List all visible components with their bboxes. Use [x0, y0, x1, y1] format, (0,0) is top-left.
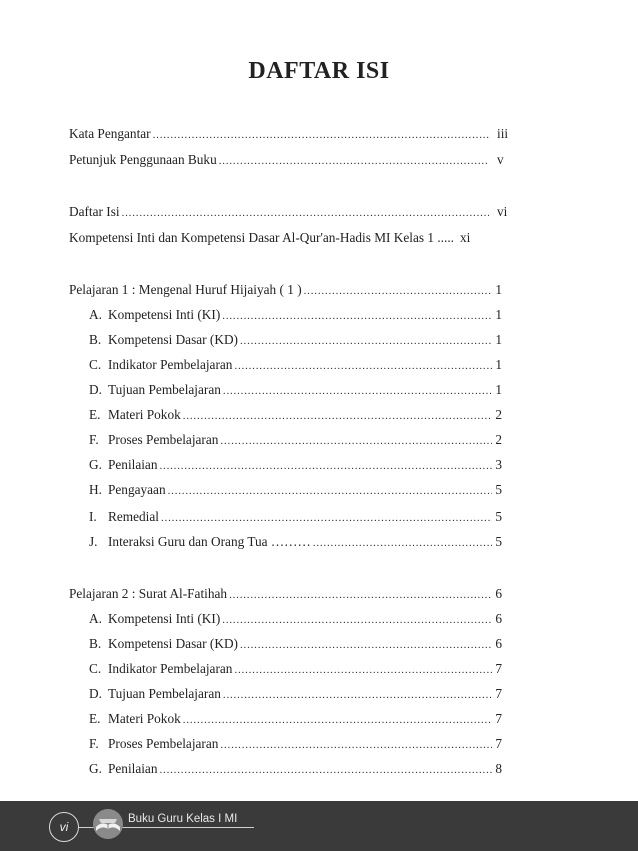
toc-entry-letter: G.: [89, 457, 102, 472]
toc-entry-label: Interaksi Guru dan Orang Tua ………: [108, 534, 311, 549]
toc-entry-label: Kompetensi Dasar (KD): [108, 332, 238, 347]
toc-sub-entry[interactable]: [89, 659, 502, 679]
toc-entry-page: 1: [495, 332, 502, 347]
leader-dots: [234, 356, 492, 376]
footer-book-name: Buku Guru Kelas I MI: [128, 813, 238, 825]
toc-entry-letter: J.: [89, 534, 98, 549]
toc-sub-entry[interactable]: [89, 759, 502, 779]
leader-dots: [222, 610, 492, 630]
toc-entry-page: 1: [495, 357, 502, 372]
leader-dots: [223, 381, 492, 401]
toc-entry-page: 8: [495, 761, 502, 776]
toc-entry-letter: E.: [89, 711, 101, 726]
toc-entry-daftar-isi[interactable]: [69, 202, 515, 222]
toc-lesson-heading[interactable]: [69, 280, 502, 300]
toc-entry-label: Kata Pengantar: [69, 126, 151, 141]
toc-entry-label: Indikator Pembelajaran: [108, 357, 233, 372]
leader-dots: [220, 431, 492, 451]
toc-entry-page: iii: [497, 126, 509, 141]
toc-entry-page: 1: [495, 282, 502, 297]
page-title: DAFTAR ISI: [248, 58, 390, 84]
leader-dots: [304, 281, 492, 301]
toc-entry-letter: D.: [89, 382, 102, 397]
toc-entry-page: 7: [495, 686, 502, 701]
leader-dots: [159, 760, 492, 780]
leader-dots: [153, 125, 489, 145]
toc-entry-page: 1: [495, 307, 502, 322]
toc-entry-label: Kompetensi Inti (KI): [108, 611, 221, 626]
toc-sub-entry[interactable]: [89, 634, 502, 654]
toc-entry-label: Pelajaran 1 : Mengenal Huruf Hijaiyah ( 1 ): [69, 282, 302, 297]
toc-entry-letter: I.: [89, 509, 97, 524]
toc-entry-letter: F.: [89, 736, 99, 751]
toc-entry-letter: G.: [89, 761, 102, 776]
toc-entry-page: 7: [495, 736, 502, 751]
toc-entry-label: Kompetensi Inti dan Kompetensi Dasar Al-Qur'an-Hadis MI Kelas 1 .....: [69, 230, 454, 245]
toc-sub-entry[interactable]: [89, 609, 502, 629]
toc-entry-letter: C.: [89, 357, 102, 372]
toc-entry-label: Pelajaran 2 : Surat Al-Fatihah: [69, 586, 228, 601]
leader-dots: [222, 306, 492, 326]
toc-entry-label: Kompetensi Inti (KI): [108, 307, 221, 322]
toc-sub-entry[interactable]: [89, 532, 502, 552]
toc-lesson-heading[interactable]: [69, 584, 502, 604]
toc-entry-label: Indikator Pembelajaran: [108, 661, 233, 676]
toc-entry-letter: D.: [89, 686, 102, 701]
toc-entry-page: 2: [495, 432, 502, 447]
toc-entry-letter: H.: [89, 482, 102, 497]
leader-dots: [183, 710, 492, 730]
toc-sub-entry[interactable]: [89, 430, 502, 450]
toc-sub-entry[interactable]: [89, 709, 502, 729]
toc-entry-page: 5: [495, 509, 502, 524]
toc-entry-page: 5: [495, 482, 502, 497]
toc-sub-entry[interactable]: [89, 380, 502, 400]
toc-entry-letter: C.: [89, 661, 102, 676]
toc-entry-label: Penilaian: [108, 457, 158, 472]
toc-sub-entry[interactable]: [89, 734, 502, 754]
toc-entry-label: Materi Pokok: [108, 711, 181, 726]
leader-dots: [168, 481, 492, 501]
toc-entry-page: 2: [495, 407, 502, 422]
leader-dots: [122, 203, 489, 223]
toc-sub-entry[interactable]: [89, 305, 502, 325]
toc-entry-label: Penilaian: [108, 761, 158, 776]
toc-sub-entry[interactable]: [89, 507, 502, 527]
toc-entry-label: Proses Pembelajaran: [108, 432, 219, 447]
toc-entry-page: 7: [495, 711, 502, 726]
toc-entry-label: Kompetensi Dasar (KD): [108, 636, 238, 651]
toc-sub-entry[interactable]: [89, 330, 502, 350]
leader-dots: [223, 685, 492, 705]
toc-sub-entry[interactable]: [89, 405, 502, 425]
toc-entry-page: 6: [495, 586, 502, 601]
leader-dots: [229, 585, 492, 605]
toc-entry-letter: A.: [89, 611, 102, 626]
toc-entry-page: 5: [495, 534, 502, 549]
toc-entry-page: 6: [495, 636, 502, 651]
toc-entry-page: vi: [497, 204, 508, 219]
toc-entry-page: 3: [495, 457, 502, 472]
toc-sub-entry[interactable]: [89, 355, 502, 375]
toc-sub-entry[interactable]: [89, 455, 502, 475]
leader-dots: [240, 331, 492, 351]
toc-sub-entry[interactable]: [89, 480, 502, 500]
toc-entry-page: 6: [495, 611, 502, 626]
page-footer: [0, 801, 638, 851]
leader-dots: [183, 406, 492, 426]
leader-dots: [219, 151, 489, 171]
toc-entry-label: Tujuan Pembelajaran: [108, 686, 221, 701]
leader-dots: [240, 635, 492, 655]
toc-entry-label: Remedial: [108, 509, 159, 524]
toc-entry-petunjuk[interactable]: [69, 150, 515, 170]
toc-entry-letter: A.: [89, 307, 102, 322]
toc-entry-label: Pengayaan: [108, 482, 166, 497]
footer-page-number: vi: [49, 812, 79, 842]
toc-sub-entry[interactable]: [89, 684, 502, 704]
toc-entry-page: 7: [495, 661, 502, 676]
leader-dots: [313, 533, 492, 553]
leader-dots: [220, 735, 492, 755]
leader-dots: [234, 660, 492, 680]
toc-entry-page: v: [497, 152, 504, 167]
leader-dots: [159, 456, 492, 476]
toc-entry-page: 1: [495, 382, 502, 397]
book-logo-icon: [90, 807, 126, 841]
toc-entry-page: xi: [459, 230, 471, 245]
toc-entry-letter: B.: [89, 332, 102, 347]
toc-entry-letter: B.: [89, 636, 102, 651]
toc-entry-label: Petunjuk Penggunaan Buku: [69, 152, 217, 167]
toc-entry-letter: F.: [89, 432, 99, 447]
toc-entry-label: Tujuan Pembelajaran: [108, 382, 221, 397]
toc-entry-kata-pengantar[interactable]: [69, 124, 515, 144]
leader-dots: [161, 508, 492, 528]
toc-entry-kompetensi[interactable]: [69, 228, 515, 248]
toc-entry-label: Daftar Isi: [69, 204, 120, 219]
toc-entry-letter: E.: [89, 407, 101, 422]
toc-entry-label: Proses Pembelajaran: [108, 736, 219, 751]
toc-entry-label: Materi Pokok: [108, 407, 181, 422]
